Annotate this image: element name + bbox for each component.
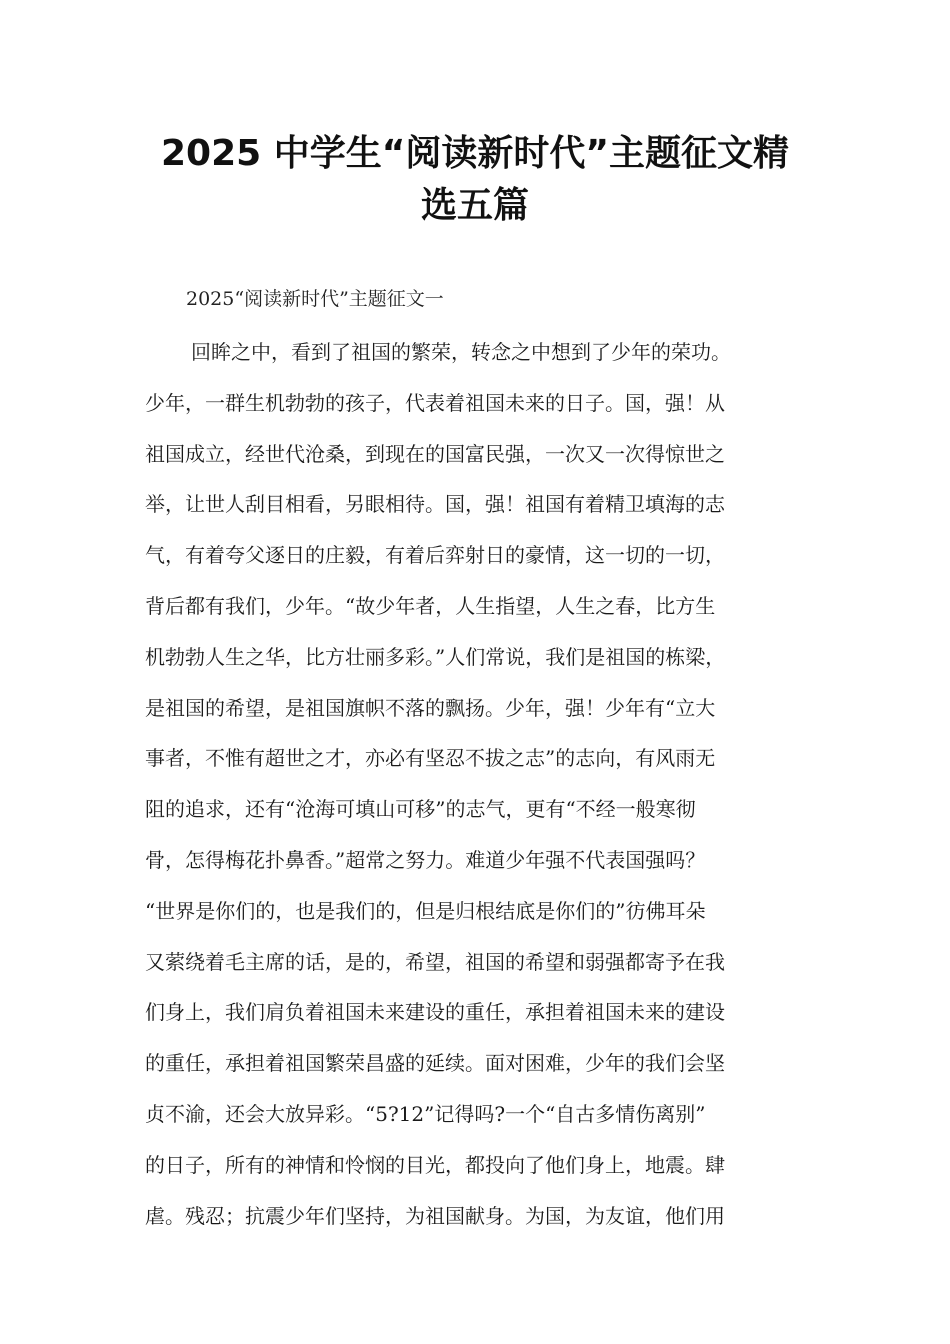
- body-line: 背后都有我们，少年。“故少年者，人生指望，人生之春，比方生: [145, 593, 716, 618]
- title-line-1: 2025 中学生“阅读新时代”主题征文精: [160, 133, 790, 174]
- document-title: [120, 128, 830, 232]
- body-line: 机勃勃人生之华，比方壮丽多彩。”人们常说，我们是祖国的栋梁，: [145, 644, 726, 669]
- body-line: 骨，怎得梅花扑鼻香。”超常之努力。难道少年强不代表国强吗？: [145, 847, 706, 872]
- body-line: 祖国成立，经世代沧桑，到现在的国富民强，一次又一次得惊世之: [145, 441, 725, 466]
- body-line: “世界是你们的，也是我们的，但是归根结底是你们的”彷佛耳朵: [145, 898, 706, 923]
- body-line: 举，让世人刮目相看，另眼相待。国，强！祖国有着精卫填海的志: [145, 492, 725, 517]
- body-line: 的重任，承担着祖国繁荣昌盛的延续。面对困难，少年的我们会坚: [145, 1051, 725, 1076]
- essay-body: [145, 332, 835, 1246]
- body-line: 事者，不惟有超世之才，亦必有坚忍不拔之志”的志向，有风雨无: [145, 746, 716, 771]
- body-line: 的日子，所有的神情和怜悯的目光，都投向了他们身上，地震。肆: [145, 1152, 725, 1177]
- body-line: 虐。残忍；抗震少年们坚持，为祖国献身。为国，为友谊，他们用: [145, 1203, 725, 1228]
- body-line: 回眸之中，看到了祖国的繁荣，转念之中想到了少年的荣功。: [191, 340, 731, 364]
- body-line: 又萦绕着毛主席的话，是的，希望，祖国的希望和弱强都寄予在我: [145, 949, 725, 974]
- body-line: 是祖国的希望，是祖国旗帜不落的飘扬。少年，强！少年有“立大: [145, 695, 716, 720]
- essay-heading: 2025“阅读新时代”主题征文一: [186, 288, 444, 310]
- title-line-2: 选五篇: [420, 185, 529, 226]
- body-line: 阻的追求，还有“沧海可填山可移”的志气，更有“不经一般寒彻: [145, 797, 696, 822]
- body-line: 贞不渝，还会大放异彩。“5?12”记得吗?一个“自古多情伤离别”: [145, 1101, 706, 1126]
- body-line: 少年，一群生机勃勃的孩子，代表着祖国未来的日子。国，强！从: [145, 390, 725, 415]
- body-line: 们身上，我们肩负着祖国未来建设的重任，承担着祖国未来的建设: [145, 1000, 725, 1025]
- body-line: 气，有着夸父逐日的庄毅，有着后弈射日的豪情，这一切的一切，: [145, 543, 725, 568]
